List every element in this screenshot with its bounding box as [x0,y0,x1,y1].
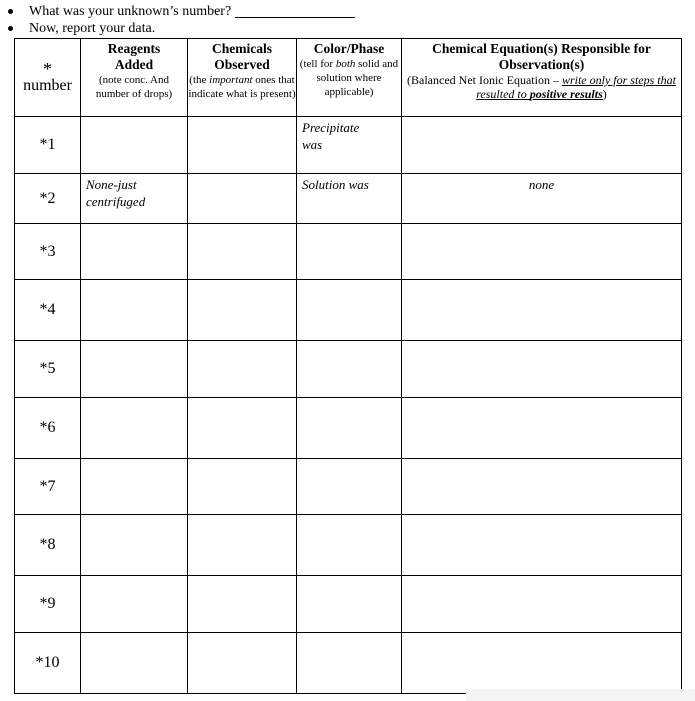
color-phase-cell[interactable] [297,280,402,341]
reagents-cell[interactable] [81,633,188,694]
reagents-cell[interactable] [81,459,188,515]
color-phase-cell[interactable] [297,576,402,633]
chemicals-cell[interactable] [188,633,297,694]
header-chemicals-sub: (the important ones that indicate what is present) [188,74,296,100]
equation-cell[interactable] [402,459,682,515]
chemicals-cell[interactable] [188,341,297,398]
question-text: What was your unknown’s number? [29,4,232,19]
header-color-phase [297,39,402,117]
reagents-cell[interactable] [81,398,188,459]
header-row [15,39,682,117]
header-equation-sub: (Balanced Net Ionic Equation – write only for steps that resulted to positive results) [407,73,676,101]
header-color-title: Color/Phase [313,41,385,56]
table-row [15,459,682,515]
table-row [15,117,682,174]
chemicals-cell[interactable] [188,174,297,224]
chemicals-cell[interactable] [188,224,297,280]
table-row [15,174,682,224]
reagents-cell[interactable] [81,117,188,174]
table-row [15,515,682,576]
instruction-report-data [8,20,355,37]
row-number: *4 [15,280,81,341]
color-phase-text: Precipitate was [302,120,360,152]
bullet-icon [8,9,13,14]
chemicals-cell[interactable] [188,280,297,341]
equation-cell[interactable] [402,174,682,224]
table-row [15,280,682,341]
chemicals-cell[interactable] [188,515,297,576]
row-number: *6 [15,398,81,459]
equation-cell[interactable] [402,515,682,576]
equation-cell[interactable] [402,280,682,341]
row-number: *7 [15,459,81,515]
header-reagents-title1: Reagents [107,41,161,56]
color-phase-cell[interactable] [297,515,402,576]
row-number: *9 [15,576,81,633]
equation-cell[interactable] [402,117,682,174]
page-corner-shade [466,689,695,701]
row-number: *10 [15,633,81,694]
row-number: *8 [15,515,81,576]
equation-cell[interactable] [402,633,682,694]
color-phase-cell[interactable] [297,341,402,398]
chemicals-cell[interactable] [188,576,297,633]
equation-cell[interactable] [402,224,682,280]
table-row [15,633,682,694]
question-unknown-number [8,3,355,20]
header-chemicals-title1: Chemicals [212,41,272,56]
row-number: *3 [15,224,81,280]
row-number: *1 [15,117,81,174]
equation-cell[interactable] [402,576,682,633]
chemicals-cell[interactable] [188,117,297,174]
reagents-cell[interactable] [81,515,188,576]
chemicals-cell[interactable] [188,459,297,515]
row-number: *5 [15,341,81,398]
chemicals-cell[interactable] [188,398,297,459]
reagents-cell[interactable] [81,576,188,633]
data-table [14,38,682,694]
equation-cell[interactable] [402,341,682,398]
table-row [15,224,682,280]
reagents-cell[interactable] [81,174,188,224]
color-phase-cell[interactable] [297,174,402,224]
color-phase-cell[interactable] [297,459,402,515]
color-phase-cell[interactable] [297,224,402,280]
table-row [15,341,682,398]
table-row [15,576,682,633]
header-number [15,39,81,117]
header-equation-title: Chemical Equation(s) Responsible for Observation(s) [432,41,651,72]
bullet-icon [8,26,13,31]
header-number-label: number [23,76,72,94]
color-phase-text: Solution was [302,177,369,192]
color-phase-cell[interactable] [297,398,402,459]
header-chemicals [188,39,297,117]
header-reagents-sub: (note conc. And number of drops) [95,74,173,100]
header-star: * [43,58,52,79]
header-chemicals-title2: Observed [214,57,270,72]
header-reagents [81,39,188,117]
reagents-cell[interactable] [81,341,188,398]
reagents-cell[interactable] [81,224,188,280]
equation-text: none [528,177,555,192]
color-phase-cell[interactable] [297,633,402,694]
color-phase-cell[interactable] [297,117,402,174]
reagents-text: None-just centrifuged [86,177,146,209]
instruction-text: Now, report your data. [29,21,156,36]
instructions-list [8,3,355,37]
equation-cell[interactable] [402,398,682,459]
header-reagents-title2: Added [114,57,154,72]
header-color-sub: (tell for both solid and solution where applicable) [299,58,399,98]
row-number: *2 [15,174,81,224]
table-row [15,398,682,459]
header-equation [402,39,682,117]
unknown-number-blank[interactable] [235,5,355,18]
reagents-cell[interactable] [81,280,188,341]
